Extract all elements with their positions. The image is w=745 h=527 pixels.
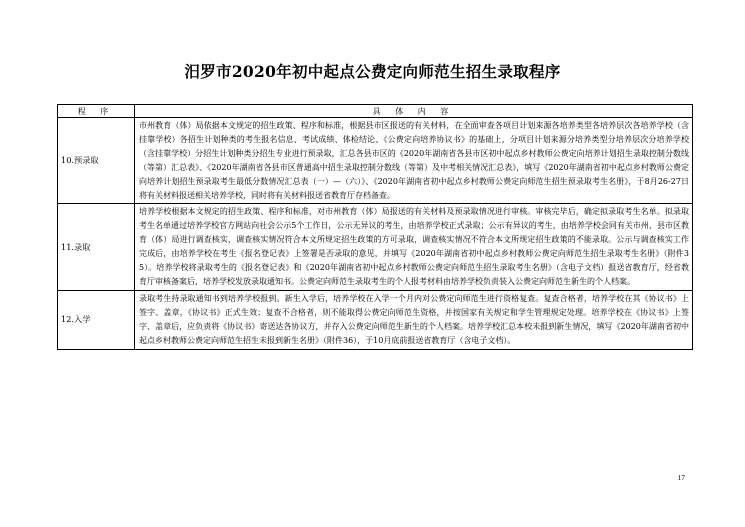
- content-cell: 培养学校根据本文规定的招生政策、程序和标准，对市州教育（体）局报送的有关材料及预录取情况进行审核。审核完毕后，确定拟录取考生名单。拟录取考生名单通过培养学校官方网站向社会公示5个工作日，公示无异议的考生，由培养学校正式录取；公示有异议的考生，由培养学校会同有关市州、县市区教育（体）局进行调查核实，调查核实情况符合本文所规定招生政策的方可录取，调查核实情况不符合本文所规定招生政策的不能录取。公示与调查核实工作完成后，由培养学校在考生《报名登记表》上签署是否录取的意见，并填写《2020年湖南省初中起点乡村教师公费定向师范生招生录取考生名册》（附件35）。培养学校将录取考生的《报名登记表》和《2020年湖南省初中起点乡村教师公费定向师范生招生录取考生名册》（含电子文档）报送省教育厅，经省教育厅审核备案后，培养学校发放录取通知书。公费定向师范生录取考生的个人报考材料由培养学校负责装入公费定向师范生新生的个人档案。: [135, 204, 693, 290]
- procedure-table: [57, 104, 693, 350]
- table-row: [58, 204, 693, 290]
- page-number: 17: [677, 473, 685, 482]
- column-header-content: 具 体 内 容: [135, 105, 693, 118]
- step-cell: 11.录取: [58, 204, 135, 290]
- document-title: 汨罗市2020年初中起点公费定向师范生招生录取程序: [184, 62, 561, 81]
- column-header-procedure: 程 序: [58, 105, 135, 118]
- step-cell: 12.入学: [58, 290, 135, 349]
- table-row: [58, 118, 693, 204]
- step-cell: 10.预录取: [58, 118, 135, 204]
- table-header-row: [58, 105, 693, 118]
- content-cell: 录取考生持录取通知书到培养学校报到。新生入学后，培养学校在入学一个月内对公费定向师范生进行资格复查。复查合格者，培养学校在其《协议书》上签字、盖章，《协议书》正式生效；复查不合格者，则不能取得公费定向师范生资格，并按国家有关规定和学生管理规定处理。培养学校在《协议书》上签字、盖章后，应负责将《协议书》寄送达各协议方，并存入公费定向师范生新生的个人档案。培养学校汇总本校未报到新生情况，填写《2020年湖南省初中起点乡村教师公费定向师范生招生未报到新生名册》（附件36），于10月底前报送省教育厅（含电子文档）。: [135, 290, 693, 349]
- table-row: [58, 290, 693, 349]
- content-cell: 市州教育（体）局依据本文规定的招生政策、程序和标准，根据县市区报送的有关材料，在全面审查各项目计划来源各培养类型各培养层次各培养学校（含挂靠学校）各招生计划种类的考生报名信息、考试成绩、体检结论、《公费定向培养协议书》的基础上，分项目计划来源分培养类型分培养层次分培养学校（含挂靠学校）分招生计划种类分招生专业进行预录取，汇总各县市区的《2020年湖南省各县市区初中起点乡村教师公费定向培养计划招生录取控制分数线（等第）汇总表》、《2020年湖南省各县市区普通高中招生录取控制分数线（等第）及中考相关情况汇总表》，填写《2020年湖南省初中起点乡村教师公费定向培养计划招生预录取考生最低分数情况汇总表（一）—（六）》、《2020年湖南省初中起点乡村教师公费定向师范生招生预录取考生名册》，于8月26-27日将有关材料报送相关培养学校，同时将有关材料报送省教育厅存档备查。: [135, 118, 693, 204]
